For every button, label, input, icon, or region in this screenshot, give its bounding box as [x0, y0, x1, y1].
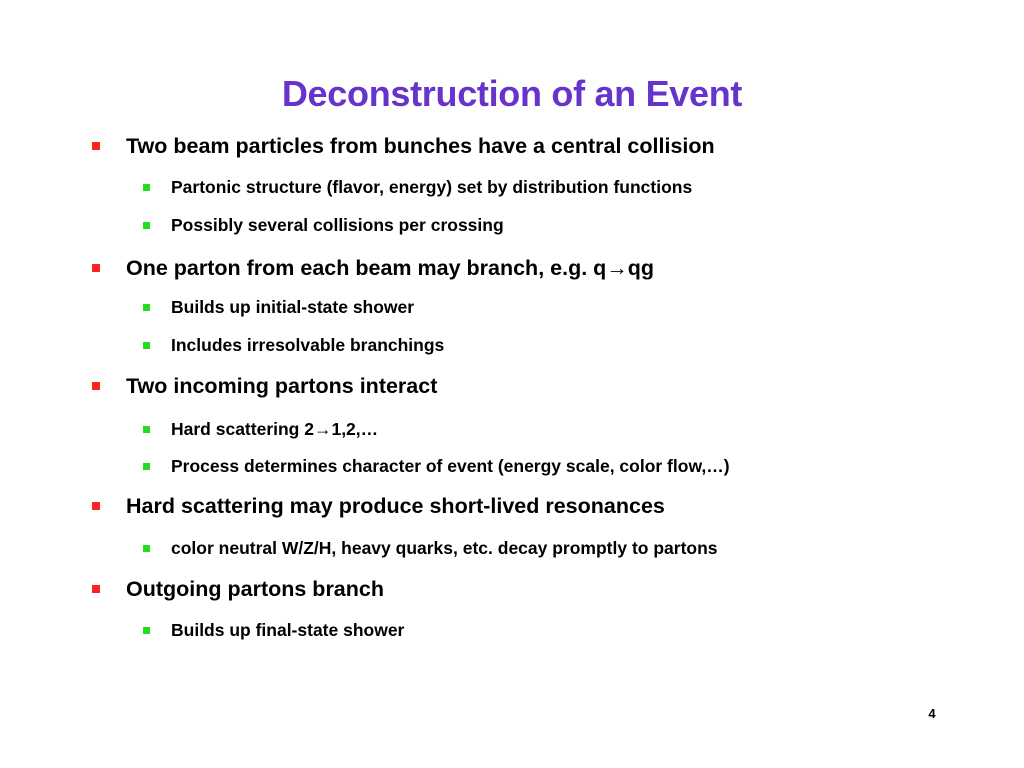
bullet-text: Two beam particles from bunches have a central collision: [126, 134, 715, 158]
sub-bullet-text: Process determines character of event (energy scale, color flow,…): [171, 456, 730, 476]
sub-bullet-item: [171, 620, 404, 641]
green-square-bullet-icon: [143, 184, 150, 191]
red-square-bullet-icon: [92, 382, 100, 390]
bullet-item: [126, 134, 715, 159]
green-square-bullet-icon: [143, 304, 150, 311]
sub-bullet-text: Possibly several collisions per crossing: [171, 215, 504, 235]
red-square-bullet-icon: [92, 502, 100, 510]
bullet-item: [126, 256, 654, 281]
sub-bullet-text: Partonic structure (flavor, energy) set by distribution functions: [171, 177, 693, 197]
bullet-item: [126, 494, 665, 519]
sub-bullet-item: [171, 419, 378, 440]
green-square-bullet-icon: [143, 426, 150, 433]
sub-bullet-text: Builds up initial-state shower: [171, 297, 415, 317]
sub-bullet-item: [171, 177, 692, 198]
red-square-bullet-icon: [92, 585, 100, 593]
sub-bullet-text: Builds up final-state shower: [171, 620, 405, 640]
bullet-item: [126, 577, 384, 602]
sub-bullet-item: [171, 215, 504, 236]
green-square-bullet-icon: [143, 627, 150, 634]
bullet-text: Hard scattering may produce short-lived resonances: [126, 494, 665, 518]
sub-bullet-text: color neutral W/Z/H, heavy quarks, etc. decay promptly to partons: [171, 538, 718, 558]
bullet-item: [126, 374, 437, 399]
page-number: 4: [928, 706, 936, 721]
green-square-bullet-icon: [143, 463, 150, 470]
sub-bullet-item: [171, 456, 730, 477]
sub-bullet-item: [171, 538, 718, 559]
bullet-text: Two incoming partons interact: [126, 374, 438, 398]
green-square-bullet-icon: [143, 222, 150, 229]
slide-title: Deconstruction of an Event: [281, 73, 743, 114]
bullet-text: One parton from each beam may branch, e.g. q→qg: [126, 256, 655, 280]
sub-bullet-text: Hard scattering 2→1,2,…: [171, 419, 379, 439]
green-square-bullet-icon: [143, 342, 150, 349]
bullet-text: Outgoing partons branch: [126, 577, 384, 601]
red-square-bullet-icon: [92, 142, 100, 150]
sub-bullet-text: Includes irresolvable branchings: [171, 335, 445, 355]
green-square-bullet-icon: [143, 545, 150, 552]
sub-bullet-item: [171, 335, 444, 356]
sub-bullet-item: [171, 297, 414, 318]
red-square-bullet-icon: [92, 264, 100, 272]
